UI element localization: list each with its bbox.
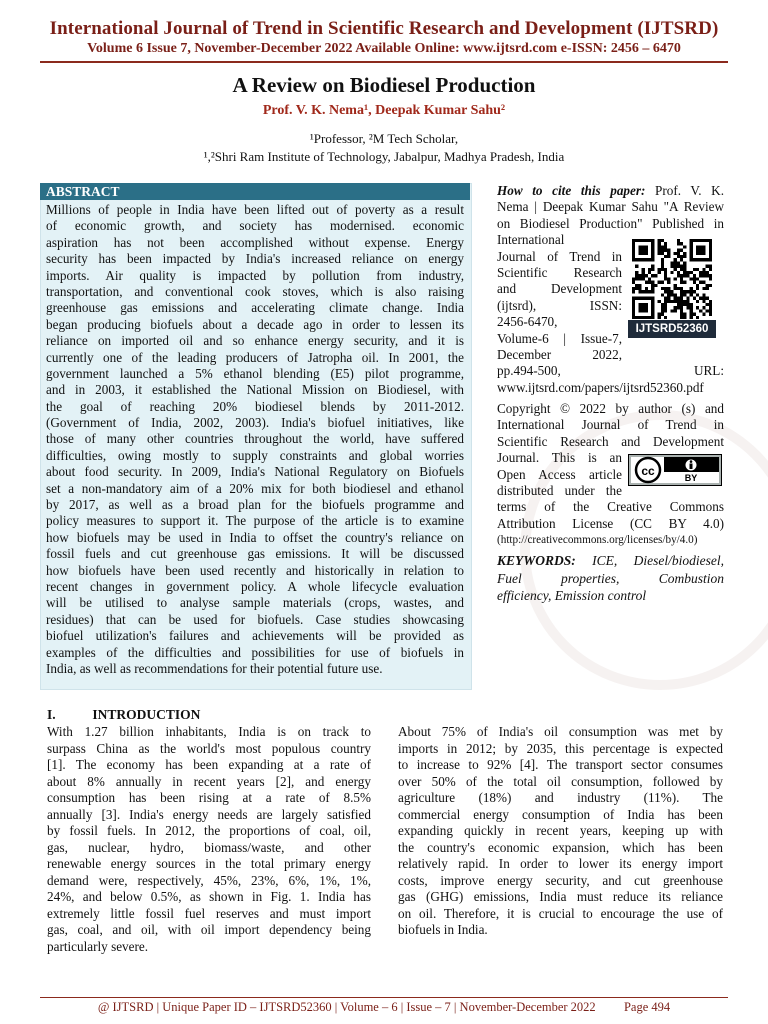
section-heading-introduction [47,707,200,723]
intro-line: With 1.27 billion inhabitants, India is on track to [47,724,371,739]
section-number: I. [47,707,56,722]
abstract-line: how biofuels may be used in India to offset the country's reliance on [46,529,464,545]
abstract-line: biofuel utilization's failures and achievements will be provided as [46,628,464,644]
copyright-line: International Journal of Trend in [497,417,724,433]
citation-line: December 2022, [497,346,622,362]
journal-volume-line: Volume 6 Issue 7, November-December 2022 Available Online: www.ijtsrd.com e-ISSN: 2456 – 6470 [87,41,681,56]
abstract-line: and in 2003, it established the National Mission on Biodiesel, with [46,382,464,398]
citation-line: International [497,232,565,248]
abstract-line: will be utilised to analyse sample materials (crops, wastes, and [46,595,464,611]
intro-line: gas, nuclear, hydro, biomass/waste, and other [47,839,371,855]
journal-title: International Journal of Trend in Scientific Research and Development (IJTSRD) [49,18,719,39]
cc-by-license-icon [628,454,722,486]
copyright-line: Copyright © 2022 by author (s) and [497,401,724,416]
abstract-line: about food security. In 2009, India's National Regulatory on Biofuels [46,464,464,480]
intro-line: over 50% of the total oil consumption, followed by [398,773,723,789]
intro-line: about 8% annually in recent years [2], and energy [47,773,371,789]
abstract-line: greenhouse gas emissions and accelerating climate change. India [46,300,464,316]
introduction-right-column [398,724,723,939]
page-footer [40,1000,728,1015]
copyright-line: terms of the Creative Commons [497,499,724,515]
keywords-label: KEYWORDS: [497,553,576,568]
abstract-line: fossil fuels and cut greenhouse gas emissions. It will be discussed [46,546,464,562]
footer-divider [40,997,728,998]
footer-text: @ IJTSRD | Unique Paper ID – IJTSRD52360 | Volume – 6 | Issue – 7 | November-December 2022 [97,1000,596,1014]
intro-line: agriculture (18%) and industry (11%). The [398,790,723,805]
keywords-line: efficiency, Emission control [497,588,647,603]
abstract-line: began producing biofuels about a decade ago in order to lessen its [46,316,464,332]
abstract-line: of economic growth, and society has modernised. economic [46,218,464,234]
abstract-line: India, as well as recommendations for their potential future use. [46,660,383,676]
paper-authors: Prof. V. K. Nema¹, Deepak Kumar Sahu² [262,103,506,118]
abstract-line: those of many other countries throughout the world, have suffered [46,431,464,447]
citation-line: Scientific Research [497,264,622,280]
abstract-line: difficulties, owing mostly to supply constraints and global worries [46,447,464,463]
copyright-line: Journal. This is an [497,450,622,466]
abstract-line: residues) that can be used for biofuels. Case studies showcasing [46,611,464,627]
intro-line: the country's economic expansion, which has been [398,839,723,855]
svg-text:cc: cc [641,464,655,478]
affiliation-institute: ¹,²Shri Ram Institute of Technology, Jabalpur, Madhya Pradesh, India [203,149,565,164]
paper-title: A Review on Biodiesel Production [232,73,536,97]
abstract-line: examples of the difficulties and possibilities for use of biofuels in [46,644,464,660]
abstract-line: aspiration has not been accomplished without expense. Energy [46,234,464,250]
abstract-line: recent changes in government policy. A whole lifecycle evaluation [46,578,464,594]
intro-line: to increase to 92% [4]. The transport sector consumes [398,757,723,772]
intro-line: expanding quickly in recent years, keeping up with [398,823,723,838]
abstract-line: by 2017, as well as a broad plan for the biofuels programme and [46,497,464,513]
intro-line: renewable energy sources in the total primary energy [47,856,371,871]
citation-line: on Biodiesel Production" Published in [497,215,724,231]
copyright-line: Scientific Research and Development [497,433,724,449]
copyright-line: Attribution License (CC BY 4.0) [497,515,724,531]
abstract-line: (Government of India, 2002, 2003). India's biofuel initiatives, like [46,415,464,431]
intro-line: annually [3]. India's energy needs are largely satisfied [47,806,371,822]
citation-line: Nema | Deepak Kumar Sahu "A Review [497,199,724,215]
abstract-line: set a non-mandatory aim of a 20% mix for both biodiesel and ethanol [46,480,464,496]
intro-line: About 75% of India's oil consumption was met by [398,724,723,739]
citation-line: pp.494-500, URL: [497,363,724,379]
intro-line: surpass China as the world's most populous country [47,740,371,756]
section-title: INTRODUCTION [92,707,201,722]
intro-line: particularly severe. [47,938,149,954]
intro-line: 24%, and below 0.5%, as shown in Fig. 1. India has [47,889,371,904]
qr-code [632,239,712,319]
intro-line: gas, coal, and oil, with oil import dependency being [47,922,371,937]
keywords-line: Fuel properties, Combustion [497,570,724,586]
intro-line: extremely little fossil fuel reserves and must import [47,905,371,921]
citation-line: Journal of Trend in [497,248,622,264]
abstract-line: how biofuels have been used recently and historically in relation to [46,562,464,578]
intro-line: costs, improve energy security, and cut greenhouse [398,872,723,888]
citation-line: Volume-6 | Issue-7, [497,330,622,346]
abstract-body [46,202,464,677]
introduction-left-column [47,724,371,955]
abstract-line: Millions of people in India have been lifted out of poverty as a result [46,202,464,217]
citation-line: (ijtsrd), ISSN: [497,297,622,313]
intro-line: relatively rapid. In order to lower its energy import [398,856,723,871]
abstract-heading: ABSTRACT [40,183,470,200]
page-number: Page 494 [623,1000,671,1014]
abstract-line: imports. Air quality is impacted by pollution from industry, [46,267,464,283]
header-divider [40,61,728,63]
citation-line: www.ijtsrd.com/papers/ijtsrd52360.pdf [497,379,704,395]
abstract-line: the goal of reaching 20% biodiesel blends by 2011-2012. [46,398,464,414]
keywords-line: ICE, Diesel/biodiesel, [592,553,724,568]
abstract-line: currently one of the leading producers of Jatropha oil. In 2001, the [46,349,464,365]
intro-line: on oil. Therefore, it is crucial to encourage the use of [398,905,723,921]
affiliation-roles: ¹Professor, ²M Tech Scholar, [309,131,459,146]
intro-line: consumption has been rising at a rate of 8.5% [47,790,371,805]
citation-line: and Development [497,281,622,297]
license-url[interactable]: (http://creativecommons.org/licenses/by/4.0) [497,534,698,547]
intro-line: gas (GHG) emissions, India must reduce its reliance [398,889,723,904]
citation-line: How to cite this paper: Prof. V. K. [497,183,724,198]
abstract-line: government launched a 5% ethanol blending (E5) pilot programme, [46,365,464,381]
abstract-line: transportation, and conventional cook stoves, which is also raising [46,283,464,299]
keywords-block [497,552,724,605]
qr-paper-id: IJTSRD52360 [628,320,716,338]
copyright-line: Open Access article [497,466,622,482]
intro-line: biofuels in India. [398,922,488,937]
intro-line: imports in 2012; by 2035, this percentage is expected [398,740,723,756]
abstract-line: policy measures to support it. The purpose of the article is to examine [46,513,464,529]
abstract-line: security has been impacted by India's increased reliance on energy [46,251,464,267]
copyright-line: distributed under the [497,482,622,498]
cc-badge-text: BY [684,473,698,483]
intro-line: by fossil fuels. In 2012, the proportions of coal, oil, [47,823,371,838]
intro-line: [1]. The economy has been expanding at a rate of [47,757,371,772]
intro-line: commercial energy consumption of India has been [398,806,723,822]
intro-line: demand were, respectively, 45%, 23%, 6%, 1%, 1%, [47,872,371,888]
abstract-line: reliance on imported oil and so enhance energy security, and it is [46,333,464,349]
citation-line: 2456-6470, [497,314,558,330]
